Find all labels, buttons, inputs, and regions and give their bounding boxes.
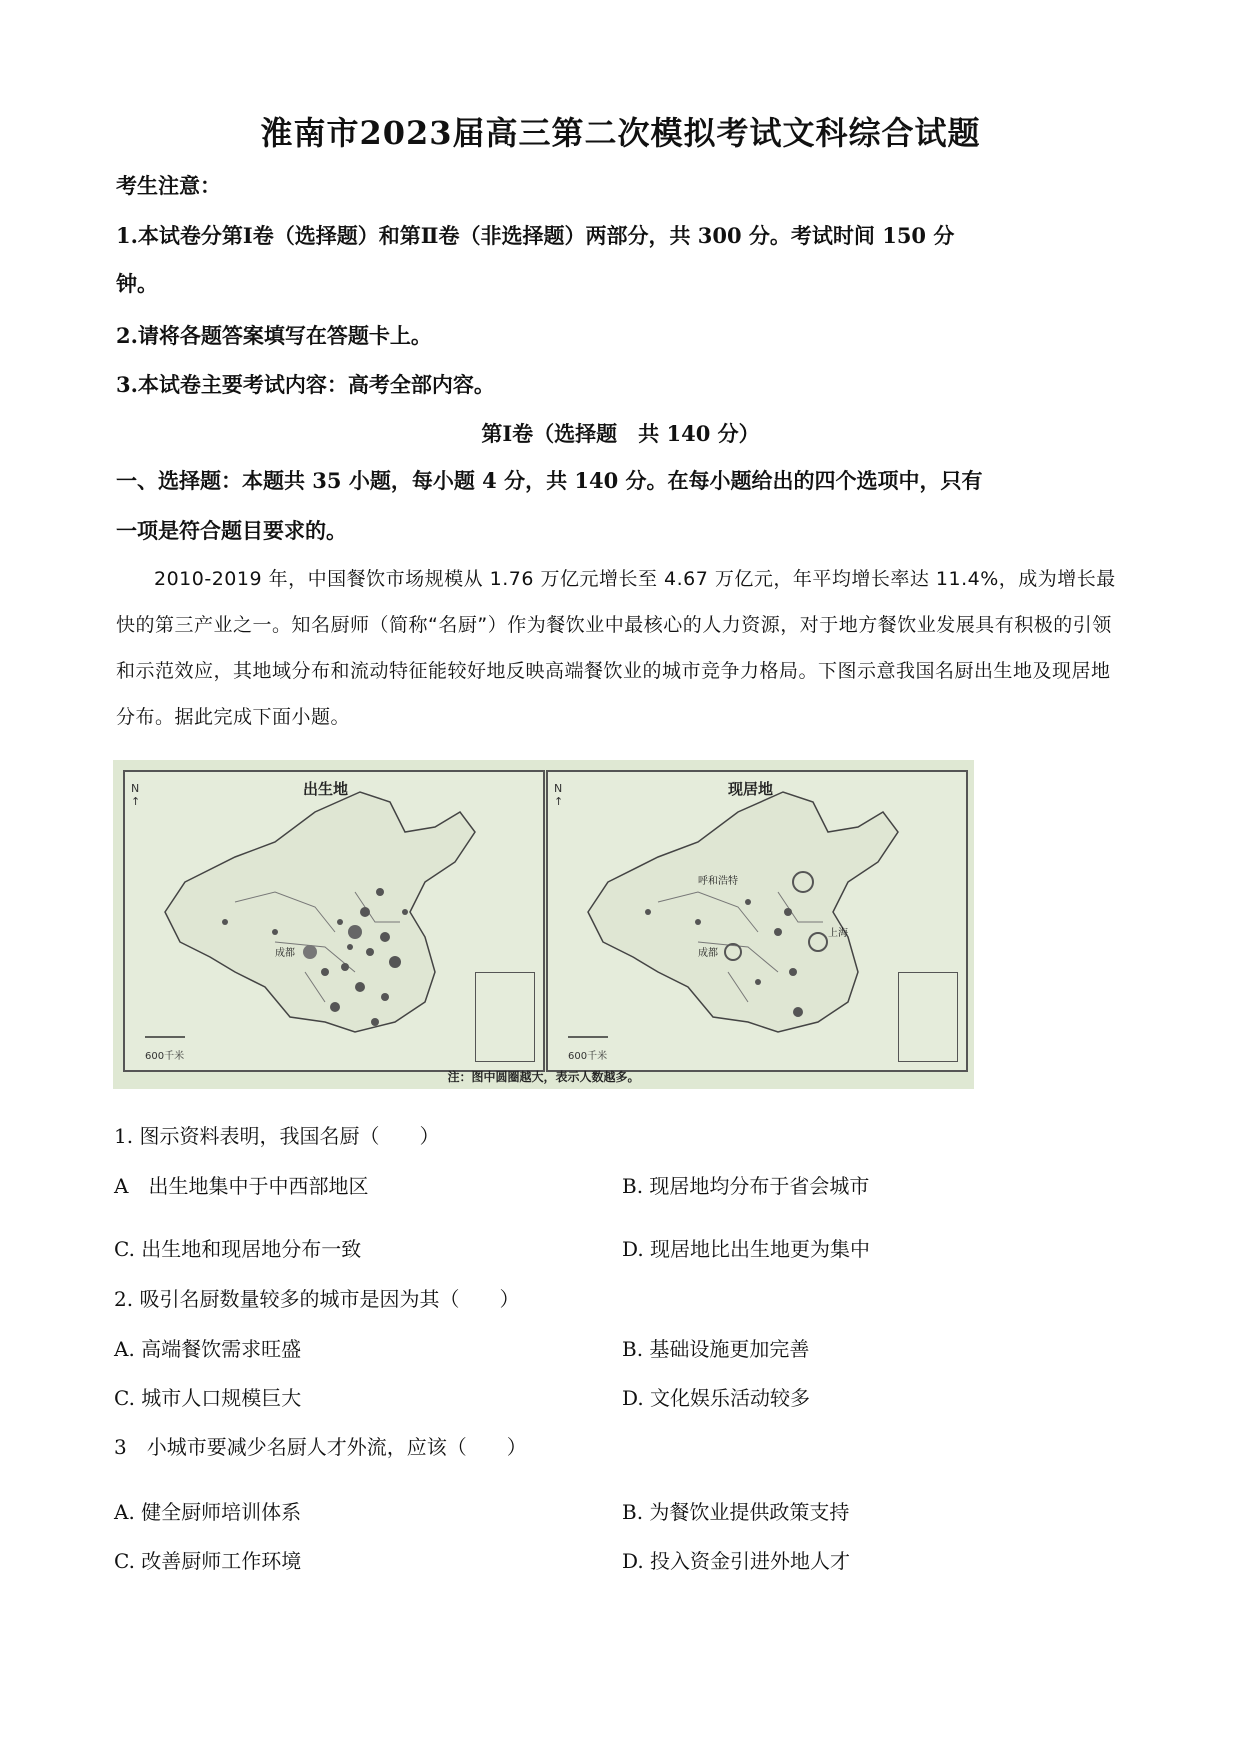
residence-map-panel: [546, 770, 968, 1072]
scale-bar: 600千米: [145, 1051, 185, 1062]
question-3-option-a: A. 健全厨师培训体系: [114, 1500, 302, 1524]
section-title: 第Ⅰ卷（选择题 共 140 分）: [481, 421, 760, 446]
passage: 2010-2019 年，中国餐饮市场规模从 1.76 万亿元增长至 4.67 万亿元，年平均增长率达 11.4%，成为增长最快的第三产业之一。知名厨师（简称“名厨”）作为餐饮业中最核心的人力资源，对于地方餐饮业发展具有积极的引领和示范效应，其地域分布和流动特征能较好地反映高端餐饮业的城市竞争力格局。下图示意我国名厨出生地及现居地分布。据此完成下面小题。: [116, 568, 1116, 728]
question-1-stem: 1. 图示资料表明，我国名厨（ ）: [114, 1124, 440, 1148]
figure-note: 注：图中圆圈越大，表示人数越多。: [447, 1070, 640, 1084]
question-3-option-d: D. 投入资金引进外地人才: [622, 1549, 851, 1573]
question-2-option-b: B. 基础设施更加完善: [622, 1337, 810, 1361]
question-3-option-c: C. 改善厨师工作环境: [114, 1549, 302, 1573]
south-china-sea-inset: [475, 972, 535, 1062]
south-china-sea-inset: [898, 972, 958, 1062]
question-3-option-b: B. 为餐饮业提供政策支持: [622, 1500, 850, 1524]
notice-heading: 考生注意：: [116, 173, 221, 198]
question-2-option-a: A. 高端餐饮需求旺盛: [114, 1337, 302, 1361]
page-title: 淮南市2023届高三第二次模拟考试文科综合试题: [260, 114, 981, 152]
question-1-option-c: C. 出生地和现居地分布一致: [114, 1237, 362, 1261]
notice-item-2: 2.请将各题答案填写在答题卡上。: [116, 323, 432, 348]
question-1-option-b: B. 现居地均分布于省会城市: [622, 1174, 870, 1198]
notice-item-1: 1.本试卷分第Ⅰ卷（选择题）和第Ⅱ卷（非选择题）两部分，共 300 分。考试时间 150 分: [116, 223, 955, 248]
north-label: N: [554, 782, 563, 795]
birthplace-map-panel: [123, 770, 545, 1072]
instruction-line-2: 一项是符合题目要求的。: [116, 518, 347, 543]
question-3-stem: 3 小城市要减少名厨人才外流，应该（ ）: [114, 1435, 527, 1459]
north-label: N: [131, 782, 140, 795]
scale-bar: 600千米: [568, 1051, 608, 1062]
question-2-option-c: C. 城市人口规模巨大: [114, 1386, 302, 1410]
question-2-stem: 2. 吸引名厨数量较多的城市是因为其（ ）: [114, 1287, 520, 1311]
city-label-chengdu: 成都: [698, 948, 718, 959]
question-2-option-d: D. 文化娱乐活动较多: [622, 1386, 811, 1410]
north-arrow-icon: N ↑: [554, 782, 564, 808]
question-1-option-a: A 出生地集中于中西部地区: [114, 1174, 369, 1198]
north-arrow-icon: N ↑: [131, 782, 141, 808]
city-label-shanghai: 上海: [828, 928, 848, 939]
city-label-chengdu: 成都: [275, 948, 295, 959]
notice-item-1-cont: 钟。: [116, 271, 158, 296]
city-label-huhehaote: 呼和浩特: [698, 876, 738, 887]
birthplace-label: 出生地: [303, 780, 349, 798]
map-figure: [113, 760, 974, 1089]
residence-label: 现居地: [728, 780, 774, 798]
question-1-option-d: D. 现居地比出生地更为集中: [622, 1237, 871, 1261]
instruction-line-1: 一、选择题：本题共 35 小题，每小题 4 分，共 140 分。在每小题给出的四个选项中，只有: [116, 468, 983, 493]
notice-item-3: 3.本试卷主要考试内容：高考全部内容。: [116, 372, 495, 397]
